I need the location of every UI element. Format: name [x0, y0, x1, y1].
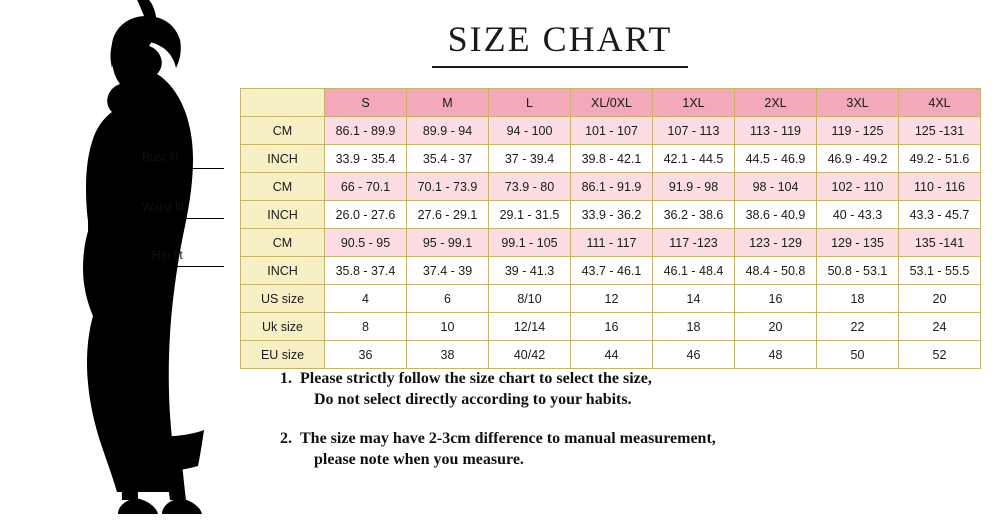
title-underline [432, 66, 688, 68]
cell-bust-xl0xl: 39.8 - 42.1 [571, 145, 653, 173]
note-item [270, 428, 970, 470]
cell-waist-2xl: 38.6 - 40.9 [735, 201, 817, 229]
cell-uk-1xl: 18 [653, 313, 735, 341]
cell-us-m: 6 [407, 285, 489, 313]
cell-hip-4xl: 53.1 - 55.5 [899, 257, 981, 285]
cell-uk-2xl: 20 [735, 313, 817, 341]
cell-hip-s: 90.5 - 95 [325, 229, 407, 257]
cell-uk-m: 10 [407, 313, 489, 341]
cell-bust-4xl: 49.2 - 51.6 [899, 145, 981, 173]
cell-hip-2xl: 48.4 - 50.8 [735, 257, 817, 285]
cell-bust-s: 86.1 - 89.9 [325, 117, 407, 145]
note-number: 1. [280, 370, 292, 387]
cell-waist-l: 29.1 - 31.5 [489, 201, 571, 229]
row-label-eu-eusize: EU size [241, 341, 325, 369]
cell-bust-1xl: 107 - 113 [653, 117, 735, 145]
note-line-1: Please strictly follow the size chart to select the size, [300, 370, 652, 387]
row-label-bust-cm: CM [241, 117, 325, 145]
cell-waist-4xl: 110 - 116 [899, 173, 981, 201]
cell-eu-1xl: 46 [653, 341, 735, 369]
row-label-waist-cm: CM [241, 173, 325, 201]
cell-waist-l: 73.9 - 80 [489, 173, 571, 201]
cell-waist-m: 27.6 - 29.1 [407, 201, 489, 229]
cell-bust-l: 37 - 39.4 [489, 145, 571, 173]
note-line-2: please note when you measure. [314, 451, 524, 468]
callout-label-hip: Hip fit [152, 248, 183, 262]
table-header-size-1xl: 1XL [653, 89, 735, 117]
callout-rule-bust [142, 168, 224, 169]
table-header-size-4xl: 4XL [899, 89, 981, 117]
row-label-uk-uksize: Uk size [241, 313, 325, 341]
cell-waist-xl0xl: 86.1 - 91.9 [571, 173, 653, 201]
note-text [300, 428, 716, 470]
table-header-size-2xl: 2XL [735, 89, 817, 117]
table-header-size-m: M [407, 89, 489, 117]
table-row [241, 145, 981, 173]
cell-us-3xl: 18 [817, 285, 899, 313]
cell-hip-3xl: 50.8 - 53.1 [817, 257, 899, 285]
cell-hip-m: 95 - 99.1 [407, 229, 489, 257]
cell-bust-l: 94 - 100 [489, 117, 571, 145]
cell-us-2xl: 16 [735, 285, 817, 313]
note-text [300, 368, 652, 410]
table-header-row [241, 89, 981, 117]
row-label-waist-inch: INCH [241, 201, 325, 229]
cell-eu-l: 40/42 [489, 341, 571, 369]
cell-eu-3xl: 50 [817, 341, 899, 369]
cell-bust-xl0xl: 101 - 107 [571, 117, 653, 145]
cell-bust-3xl: 46.9 - 49.2 [817, 145, 899, 173]
cell-waist-m: 70.1 - 73.9 [407, 173, 489, 201]
table-header-corner [241, 89, 325, 117]
table-header-size-3xl: 3XL [817, 89, 899, 117]
cell-bust-2xl: 44.5 - 46.9 [735, 145, 817, 173]
cell-eu-4xl: 52 [899, 341, 981, 369]
table-header-size-xl0xl: XL/0XL [571, 89, 653, 117]
cell-bust-4xl: 125 -131 [899, 117, 981, 145]
cell-hip-xl0xl: 111 - 117 [571, 229, 653, 257]
cell-bust-2xl: 113 - 119 [735, 117, 817, 145]
table-header-size-l: L [489, 89, 571, 117]
model-silhouette-panel [0, 0, 250, 529]
table-row [241, 173, 981, 201]
cell-us-s: 4 [325, 285, 407, 313]
note-item [270, 368, 970, 410]
table-row [241, 229, 981, 257]
table-row [241, 285, 981, 313]
size-chart-table-wrapper [240, 88, 980, 369]
table-row [241, 341, 981, 369]
cell-us-l: 8/10 [489, 285, 571, 313]
cell-waist-xl0xl: 33.9 - 36.2 [571, 201, 653, 229]
cell-bust-3xl: 119 - 125 [817, 117, 899, 145]
cell-hip-1xl: 117 -123 [653, 229, 735, 257]
row-label-hip-inch: INCH [241, 257, 325, 285]
cell-us-1xl: 14 [653, 285, 735, 313]
notes-section [270, 368, 970, 484]
cell-us-xl0xl: 12 [571, 285, 653, 313]
cell-hip-l: 99.1 - 105 [489, 229, 571, 257]
size-chart-table [240, 88, 981, 369]
cell-waist-4xl: 43.3 - 45.7 [899, 201, 981, 229]
cell-waist-1xl: 91.9 - 98 [653, 173, 735, 201]
cell-bust-m: 89.9 - 94 [407, 117, 489, 145]
row-label-bust-inch: INCH [241, 145, 325, 173]
cell-waist-1xl: 36.2 - 38.6 [653, 201, 735, 229]
note-line-1: The size may have 2-3cm difference to manual measurement, [300, 430, 716, 447]
cell-eu-2xl: 48 [735, 341, 817, 369]
cell-uk-4xl: 24 [899, 313, 981, 341]
cell-uk-l: 12/14 [489, 313, 571, 341]
cell-waist-3xl: 102 - 110 [817, 173, 899, 201]
cell-uk-3xl: 22 [817, 313, 899, 341]
table-row [241, 257, 981, 285]
callout-rule-waist [142, 218, 224, 219]
woman-silhouette-icon [0, 0, 250, 529]
cell-eu-xl0xl: 44 [571, 341, 653, 369]
cell-hip-s: 35.8 - 37.4 [325, 257, 407, 285]
table-row [241, 117, 981, 145]
row-label-hip-cm: CM [241, 229, 325, 257]
cell-us-4xl: 20 [899, 285, 981, 313]
cell-waist-s: 66 - 70.1 [325, 173, 407, 201]
cell-uk-s: 8 [325, 313, 407, 341]
callout-label-bust: Bust fit [142, 150, 179, 164]
cell-eu-s: 36 [325, 341, 407, 369]
cell-bust-1xl: 42.1 - 44.5 [653, 145, 735, 173]
cell-waist-s: 26.0 - 27.6 [325, 201, 407, 229]
table-row [241, 201, 981, 229]
table-header-size-s: S [325, 89, 407, 117]
table-row [241, 313, 981, 341]
page-title: SIZE CHART [447, 19, 673, 59]
row-label-us-ussize: US size [241, 285, 325, 313]
cell-bust-m: 35.4 - 37 [407, 145, 489, 173]
cell-hip-1xl: 46.1 - 48.4 [653, 257, 735, 285]
cell-hip-2xl: 123 - 129 [735, 229, 817, 257]
note-line-2: Do not select directly according to your habits. [314, 391, 632, 408]
cell-hip-l: 39 - 41.3 [489, 257, 571, 285]
cell-hip-xl0xl: 43.7 - 46.1 [571, 257, 653, 285]
cell-eu-m: 38 [407, 341, 489, 369]
cell-uk-xl0xl: 16 [571, 313, 653, 341]
cell-hip-3xl: 129 - 135 [817, 229, 899, 257]
cell-hip-4xl: 135 -141 [899, 229, 981, 257]
note-number: 2. [280, 430, 292, 447]
cell-waist-3xl: 40 - 43.3 [817, 201, 899, 229]
table-body [241, 117, 981, 369]
cell-bust-s: 33.9 - 35.4 [325, 145, 407, 173]
cell-hip-m: 37.4 - 39 [407, 257, 489, 285]
cell-waist-2xl: 98 - 104 [735, 173, 817, 201]
callout-label-waist: Waist fit [142, 200, 185, 214]
callout-rule-hip [152, 266, 224, 267]
